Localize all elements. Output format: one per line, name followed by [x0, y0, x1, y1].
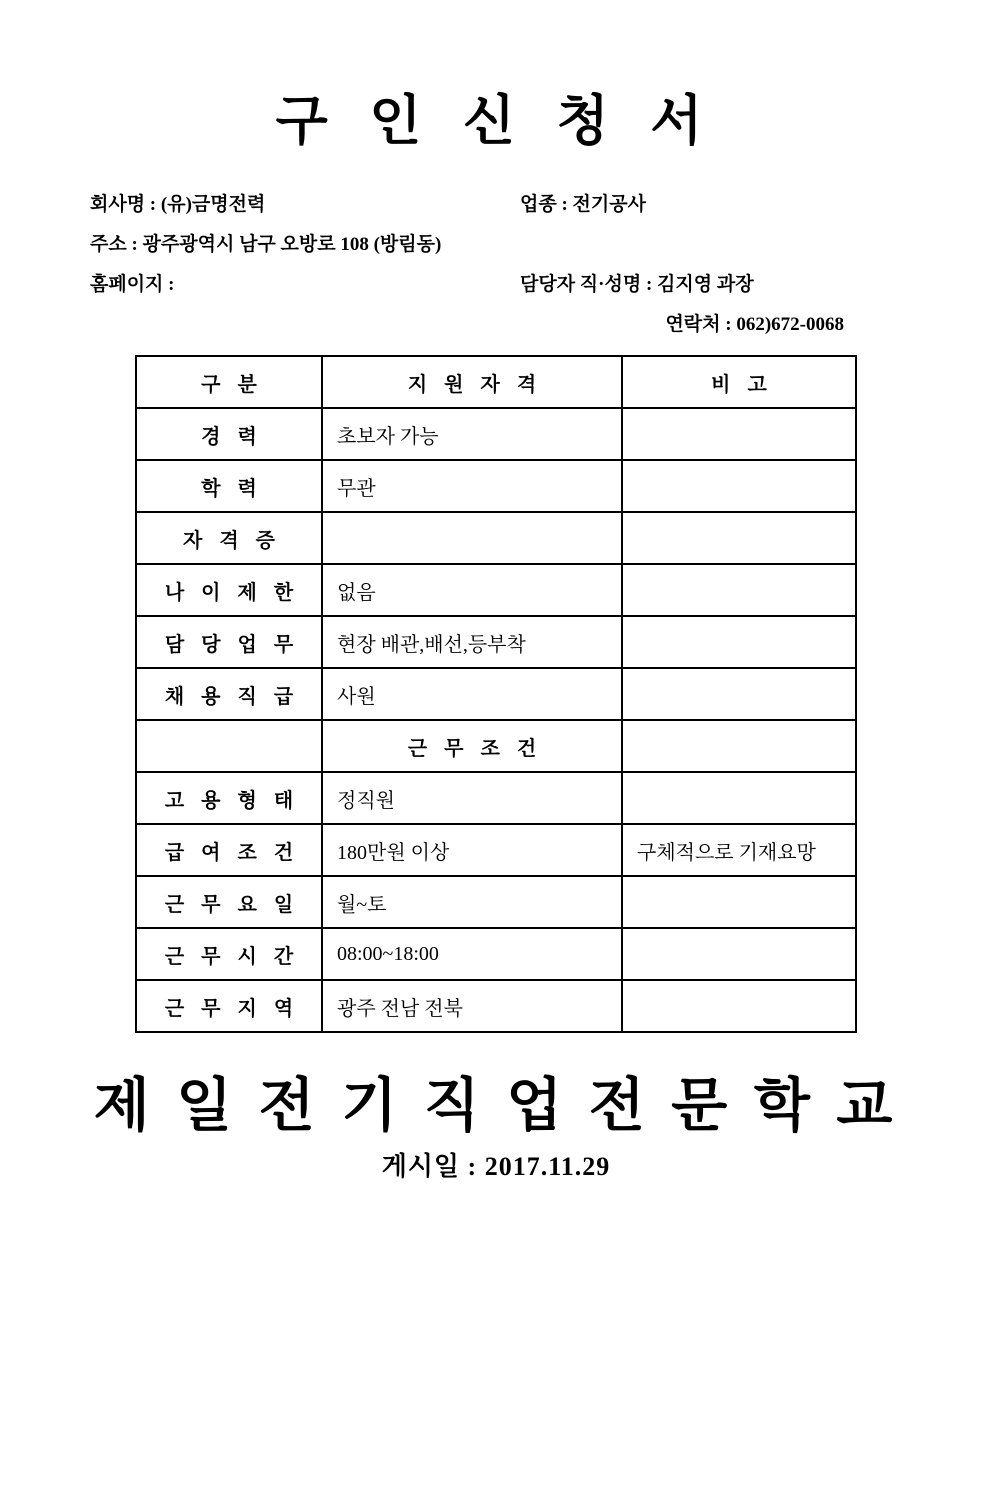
row-label-certificate: 자 격 증 [136, 512, 322, 564]
table-row [136, 512, 856, 564]
company-label: 회사명 : [90, 194, 157, 216]
manager-field [520, 275, 754, 294]
row-label-education: 학 력 [136, 460, 322, 512]
table-row [136, 824, 856, 876]
table-row [136, 980, 856, 1032]
company-value: (유)금명전력 [160, 194, 266, 216]
row-note-salary: 구체적으로 기재요망 [622, 824, 856, 876]
table-row [136, 564, 856, 616]
column-header-qualification: 지 원 자 격 [322, 356, 622, 408]
address-field [90, 235, 520, 254]
row-label-age-limit: 나 이 제 한 [136, 564, 322, 616]
row-note-work-hours [622, 928, 856, 980]
row-label-work-days: 근 무 요 일 [136, 876, 322, 928]
school-name: 제 일 전 기 직 업 전 문 학 교 [93, 1073, 899, 1139]
row-label-career: 경 력 [136, 408, 322, 460]
row-value-employment-type: 정직원 [322, 772, 622, 824]
row-note-career [622, 408, 856, 460]
row-note-work-days [622, 876, 856, 928]
row-note-duties [622, 616, 856, 668]
job-requirements-table [135, 355, 857, 1033]
row-note-employment-type [622, 772, 856, 824]
column-header-note: 비 고 [622, 356, 856, 408]
company-row [90, 195, 902, 217]
page-title: 구 인 신 청 서 [275, 91, 717, 151]
row-value-duties: 현장 배관,배선,등부착 [322, 616, 622, 668]
post-date [90, 1146, 902, 1183]
row-note-position [622, 668, 856, 720]
row-value-work-hours: 08:00~18:00 [322, 928, 622, 980]
table-row [136, 928, 856, 980]
post-date-value: 2017.11.29 [484, 1152, 611, 1182]
homepage-label: 홈페이지 : [90, 274, 175, 296]
post-date-label: 게시일 : [381, 1152, 478, 1182]
row-note-work-area [622, 980, 856, 1032]
contact-label: 연락처 : [665, 314, 732, 336]
row-value-position: 사원 [322, 668, 622, 720]
row-value-education: 무관 [322, 460, 622, 512]
row-label-employment-type: 고 용 형 태 [136, 772, 322, 824]
row-label-work-area: 근 무 지 역 [136, 980, 322, 1032]
manager-value: 김지영 과장 [657, 274, 754, 296]
row-value-work-area: 광주 전남 전북 [322, 980, 622, 1032]
table-row [136, 408, 856, 460]
table-row [136, 460, 856, 512]
industry-label: 업종 : [520, 194, 568, 216]
row-value-work-days: 월~토 [322, 876, 622, 928]
row-label-salary: 급 여 조 건 [136, 824, 322, 876]
company-field [90, 195, 520, 214]
row-label-position: 채 용 직 급 [136, 668, 322, 720]
address-value: 광주광역시 남구 오방로 108 (방림동) [142, 234, 442, 256]
row-value-career: 초보자 가능 [322, 408, 622, 460]
row-value-salary: 180만원 이상 [322, 824, 622, 876]
row-note-certificate [622, 512, 856, 564]
contact-value: 062)672-0068 [736, 314, 844, 336]
address-label: 주소 : [90, 234, 138, 256]
homepage-row [90, 275, 902, 297]
homepage-field [90, 275, 520, 294]
manager-label: 담당자 직·성명 : [520, 274, 653, 296]
table-header-row [136, 356, 856, 408]
row-label-work-hours: 근 무 시 간 [136, 928, 322, 980]
section-title-working-conditions: 근 무 조 건 [322, 720, 622, 772]
contact-row [90, 315, 902, 337]
section-note-cell [622, 720, 856, 772]
row-value-certificate [322, 512, 622, 564]
row-label-duties: 담 당 업 무 [136, 616, 322, 668]
row-note-age-limit [622, 564, 856, 616]
section-empty-cell [136, 720, 322, 772]
row-note-education [622, 460, 856, 512]
company-info-block [90, 195, 902, 337]
table-row [136, 616, 856, 668]
column-header-category: 구 분 [136, 356, 322, 408]
industry-field [520, 195, 646, 214]
table-row [136, 876, 856, 928]
industry-value: 전기공사 [572, 194, 646, 216]
table-row [136, 772, 856, 824]
contact-field [665, 315, 844, 334]
row-value-age-limit: 없음 [322, 564, 622, 616]
document-page [0, 92, 992, 1495]
address-row [90, 235, 902, 257]
table-row [136, 668, 856, 720]
table-section-row [136, 720, 856, 772]
